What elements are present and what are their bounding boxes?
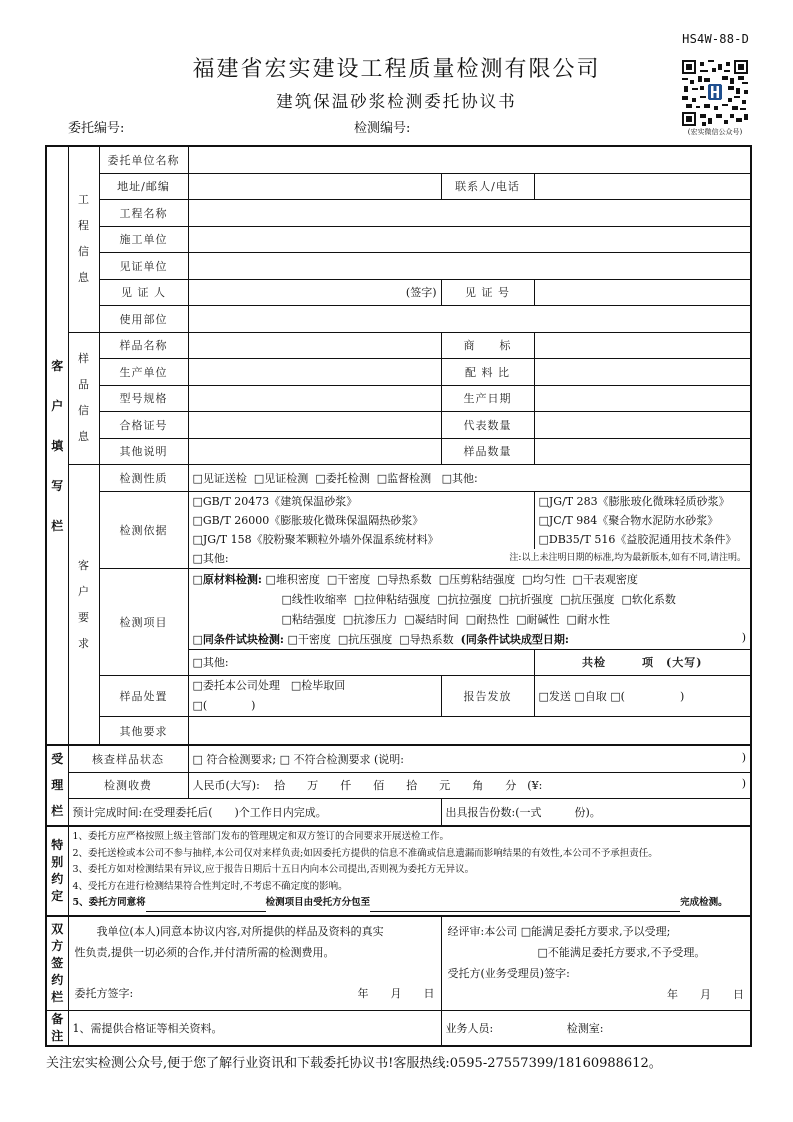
disposal-other-checkbox[interactable]: □( ) [192,699,256,712]
term-2: 2、委托送检或本公司不参与抽样,本公司仅对来样负责;如因委托方提供的信息不准确或信息遗漏而影响结果的有效性,本公司不予承担责任。 [72,847,658,859]
item-checkbox[interactable]: □导热系数 [377,572,432,586]
report-copies-field[interactable]: 出具报告份数:(一式 份)。 [441,799,751,826]
cert-no-label: 合格证号 [99,412,188,439]
nature-witness-send-checkbox[interactable]: □见证送检 [192,471,247,485]
company-name: 福建省宏实建设工程质量检测有限公司 [192,57,601,82]
sample-other-field[interactable] [188,438,441,465]
items-other-checkbox[interactable]: □其他: [188,649,534,676]
contact-label: 联系人/电话 [441,173,534,200]
witness-unit-field[interactable] [188,253,751,280]
nature-label: 检测性质 [99,465,188,492]
item-checkbox[interactable]: □抗拉强度 [437,592,492,606]
term-5-a: 5、委托方同意将 [72,897,146,909]
item-checkbox[interactable]: □耐热性 [465,612,510,626]
contact-field[interactable] [534,173,751,200]
client-sign-date[interactable]: 年 月 日 [357,986,435,1000]
check-sample-checkboxes[interactable]: □ 符合检测要求; □ 不符合检测要求 (说明: [192,752,404,766]
entrust-form-table [45,145,752,1047]
paren-close: ) [741,750,747,764]
basis-jg158-checkbox[interactable]: □JG/T 158《胶粉聚苯颗粒外墙外保温系统材料》 [188,530,534,549]
agreement-text-2: 性负责,提供一切必须的合作,并付清所需的检测费用。 [74,945,335,959]
section-acceptance: 受 理 栏 [46,745,68,826]
item-checkbox[interactable]: □堆积密度 [265,572,320,586]
term-3: 3、委托方如对检测结果有异议,应于报告日期后十五日内向本公司提出,否则视为委托方无异议。 [72,864,475,876]
model-label: 型号规格 [99,385,188,412]
document-code: HS4W-88-D [682,32,749,46]
other-requirements-field[interactable] [188,717,751,746]
remarks-text: 1、需提供合格证等相关资料。 [68,1010,441,1046]
witness-field[interactable] [188,279,441,306]
client-name-field[interactable] [188,146,751,173]
special-terms [68,826,751,916]
section-client-requirements: 客 户 要 求 [68,465,99,746]
basis-gb20473-checkbox[interactable]: □GB/T 20473《建筑保温砂浆》 [188,491,534,511]
total-items-field[interactable]: 共检 项 (大写) [534,649,751,676]
item-checkbox[interactable]: □压剪粘结强度 [438,572,516,586]
fee-field[interactable] [188,772,751,799]
client-signature-label: 委托方签字: [74,986,134,1000]
item-checkbox[interactable]: □干密度 [287,632,331,646]
other-requirements-label: 其他要求 [99,717,188,746]
review-accept-checkbox[interactable]: 经评审:本公司 □能满足委托方要求,予以受理; [447,924,671,938]
witness-label: 见 证 人 [99,279,188,306]
section-special-terms: 特 别 约 定 [46,826,68,916]
paren-close: ) [741,630,747,644]
basis-other-checkbox[interactable]: □其他: [192,552,229,565]
production-date-field[interactable] [534,385,751,412]
same-condition-checkbox[interactable]: □同条件试块检测: [192,632,284,646]
rep-qty-field[interactable] [534,412,751,439]
nature-supervise-checkbox[interactable]: □监督检测 [376,471,432,485]
item-checkbox[interactable]: □拉伸粘结强度 [353,592,431,606]
basis-note: 注:以上未注明日期的标准,均为最新版本,如有不同,请注明。 [509,553,747,563]
qr-caption: (宏实微信公众号) [687,128,743,136]
mix-ratio-field[interactable] [534,359,751,386]
items-label: 检测项目 [99,568,188,676]
item-checkbox[interactable]: □粘结强度 [281,612,336,626]
entrust-number-label: 委托编号: [68,121,125,136]
witness-unit-label: 见证单位 [99,253,188,280]
test-number-label: 检测编号: [354,121,411,136]
report-delivery-label: 报告发放 [441,676,534,717]
section-remarks: 备 注 [46,1010,68,1046]
raw-material-checkbox[interactable]: □原材料检测: [192,572,262,586]
term-1: 1、委托方应严格按照上级主管部门发布的管理规定和双方签订的合同要求开展送检工作。 [72,831,450,843]
row-address [46,173,751,200]
brand-field[interactable] [534,332,751,359]
sample-qty-field[interactable] [534,438,751,465]
row-client-name [46,146,751,173]
item-checkbox[interactable]: □线性收缩率 [281,592,347,606]
check-sample-label: 核查样品状态 [68,745,188,772]
raw-row-3 [188,609,751,629]
sample-name-field[interactable] [188,332,441,359]
nature-witness-test-checkbox[interactable]: □见证检测 [253,471,309,485]
term-5 [73,895,747,912]
item-checkbox[interactable]: □抗压强度 [560,592,615,606]
footer-notice: 关注宏实检测公众号,便于您了解行业资讯和下载委托协议书!客服热线:0595-27557399/18160988612。 [46,1056,662,1071]
document-title: 建筑保温砂浆检测委托协议书 [276,92,517,111]
item-checkbox[interactable]: □导热系数 [399,632,454,646]
brand-label: 商 标 [441,332,534,359]
staff-label: 业务人员: [445,1021,494,1035]
item-checkbox[interactable]: □耐水性 [566,612,610,626]
sample-qty-label: 样品数量 [441,438,534,465]
use-part-field[interactable] [188,306,751,333]
review-reject-checkbox[interactable]: □不能满足委托方要求,不予受理。 [537,945,706,959]
client-agreement [68,916,441,1011]
item-checkbox[interactable]: □抗渗压力 [342,612,398,626]
item-checkbox[interactable]: □软化系数 [621,592,676,606]
model-field[interactable] [188,385,441,412]
sign-hint: (签字) [405,286,437,300]
disposal-checkboxes[interactable]: □委托本公司处理 □检毕取回 [192,679,346,692]
staff-field[interactable] [441,1010,751,1046]
basis-label: 检测依据 [99,491,188,568]
nature-entrust-checkbox[interactable]: □委托检测 [315,471,370,485]
address-label: 地址/邮编 [99,173,188,200]
witness-no-label: 见 证 号 [441,279,534,306]
item-checkbox[interactable]: □干表观密度 [572,572,638,586]
lab-label: 检测室: [566,1021,604,1035]
item-checkbox[interactable]: □抗压强度 [337,632,393,646]
subcontractor-field[interactable] [370,899,680,912]
term-5-c: 完成检测。 [680,897,728,909]
producer-field[interactable] [188,359,441,386]
term-5-b: 检测项目由受托方分包至 [265,897,371,909]
use-part-label: 使用部位 [99,306,188,333]
nature-options[interactable] [188,465,751,492]
cert-no-field[interactable] [188,412,441,439]
check-sample-options[interactable] [188,745,751,772]
section-sample-info: 样 品 信 息 [68,332,99,465]
client-name-label: 委托单位名称 [99,146,188,173]
basis-jc984-checkbox[interactable]: □JC/T 984《聚合物水泥防水砂浆》 [534,511,751,530]
mix-ratio-label: 配 料 比 [441,359,534,386]
agreement-text-1: 我单位(本人)同意本协议内容,对所提供的样品及资料的真实 [96,924,384,938]
basis-db35-checkbox[interactable]: □DB35/T 516《益胶泥通用技术条件》 [534,530,751,549]
item-checkbox[interactable]: □耐碱性 [516,612,560,626]
report-delivery-options[interactable]: □发送 □自取 □( ) [534,676,751,717]
basis-other-row [188,549,751,569]
section-signing: 双 方 签 约 栏 [46,916,68,1011]
qr-code-icon [682,60,748,126]
nature-other-checkbox[interactable]: □其他: [441,471,478,485]
disposal-options[interactable] [188,676,441,717]
item-checkbox[interactable]: □凝结时间 [404,612,459,626]
section-client-fill: 客 户 填 写 栏 [46,146,68,745]
producer-label: 生产单位 [99,359,188,386]
witness-no-field[interactable] [534,279,751,306]
agent-signature-label: 受托方(业务受理员)签字: [447,966,570,980]
completion-time-field[interactable]: 预计完成时间:在受理委托后( )个工作日内完成。 [68,799,441,826]
same-condition-date-label: (同条件试块成型日期: [460,632,569,646]
item-checkbox[interactable]: □干密度 [326,572,371,586]
project-name-field[interactable] [188,200,751,227]
basis-jg283-checkbox[interactable]: □JG/T 283《膨胀玻化微珠轻质砂浆》 [534,491,751,511]
basis-gb26000-checkbox[interactable]: □GB/T 26000《膨胀玻化微珠保温隔热砂浆》 [188,511,534,530]
rep-qty-label: 代表数量 [441,412,534,439]
disposal-label: 样品处置 [99,676,188,717]
constructor-field[interactable] [188,226,751,253]
fee-label: 检测收费 [68,772,188,799]
review-section [441,916,751,1011]
sample-other-label: 其他说明 [99,438,188,465]
agent-sign-date[interactable]: 年 月 日 [667,987,745,1001]
address-field[interactable] [188,173,441,200]
fee-text: 人民币(大写): 拾 万 仟 佰 拾 元 角 分 (¥: [192,779,543,793]
paren-close: ) [741,777,747,791]
raw-row-2 [188,589,751,609]
raw-row-1 [188,568,751,589]
section-project-info: 工 程 信 息 [68,146,99,332]
sample-name-label: 样品名称 [99,332,188,359]
project-name-label: 工程名称 [99,200,188,227]
constructor-label: 施工单位 [99,226,188,253]
same-condition-row [188,629,751,650]
item-checkbox[interactable]: □抗折强度 [498,592,554,606]
term-4: 4、受托方在进行检测结果符合性判定时,不考虑不确定度的影响。 [72,880,348,892]
item-checkbox[interactable]: □均匀性 [522,572,566,586]
subcontract-items-field[interactable] [146,899,266,912]
production-date-label: 生产日期 [441,385,534,412]
